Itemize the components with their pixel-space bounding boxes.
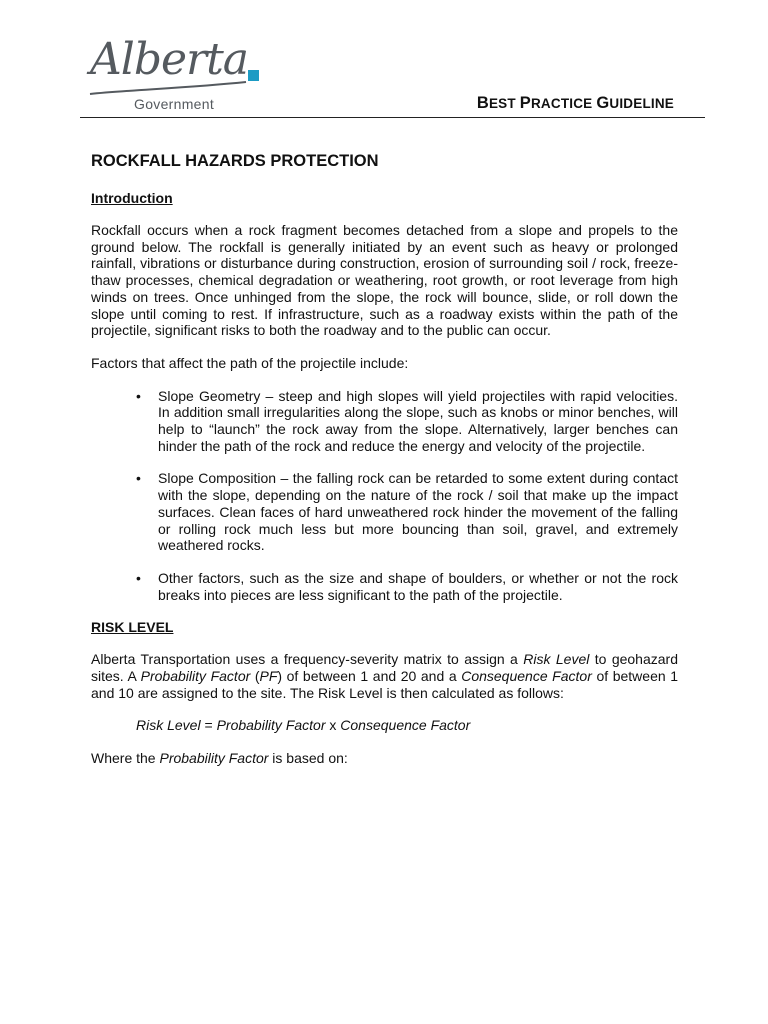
intro-heading: Introduction [91,190,173,206]
list-item [136,569,678,603]
document-body [91,152,678,783]
risk-level-heading: RISK LEVEL [91,619,174,636]
factor-slope-geometry: Slope Geometry – steep and high slopes will yield projectiles with rapid velocities. In addition small irregularities along the slope, such as knobs or minor benches, will help to “launch” the rock away from the slope. Alternatively, larger benches can hinder the path of the rock and reduce the energy and velocity of the projectile. [158,387,678,454]
guideline-word-practice: RACTICE [530,96,597,111]
probability-factor-intro: Where the Probability Factor is based on: [91,750,348,767]
guideline-word-guideline: UIDELINE [609,96,674,111]
factor-slope-composition: Slope Composition – the falling rock can be retarded to some extent during contact with the slope, depending on the nature of the rock / soil that make up the impact surfaces. Clean faces of hard unweathered rock hinder the movement of the falling or rolling rock much less but more bouncing than soil, gravel, and extremely weathered rocks. [158,470,678,554]
logo-subtitle: Government [134,96,215,112]
factors-intro: Factors that affect the path of the projectile include: [91,354,409,371]
guideline-initial-g: G [596,94,610,112]
alberta-government-logo [88,34,263,114]
list-item [136,387,678,455]
document-title: ROCKFALL HAZARDS PROTECTION [91,152,379,170]
logo-wordmark: Alberta [90,34,248,85]
guideline-initial-p: P [519,94,531,112]
logo-square-icon [248,70,259,81]
guideline-title [477,94,674,113]
list-item [136,470,678,554]
guideline-initial-b: B [476,94,489,112]
factor-other: Other factors, such as the size and shape of boulders, or whether or not the rock breaks into pieces are less significant to the path of the projectile. [158,569,678,603]
bullet-icon: • [136,387,141,404]
bullet-icon: • [136,569,141,586]
intro-paragraph: Rockfall occurs when a rock fragment becomes detached from a slope and propels to the ground below. The rockfall is generally initiated by an event such as heavy or prolonged rainfall, vibrations or disturbance during construction, erosion of surrounding soil / rock, freeze-thaw processes, chemical degradation or weathering, root growth, or root leverage from high winds on trees. Once unhinged from the slope, the rock will bounce, slide, or roll down the slope until coming to rest. If infrastructure, such as a roadway exists within the path of the projectile, significant risks to both the roadway and to the public can occur. [91,222,678,339]
guideline-word-best: EST [488,96,520,111]
risk-level-formula: Risk Level = Probability Factor x Consequence Factor [136,717,471,734]
bullet-icon: • [136,470,141,487]
risk-paragraph: Alberta Transportation uses a frequency-severity matrix to assign a Risk Level to geohazard sites. A Probability Factor (PF) of between 1 and 20 and a Consequence Factor of between 1 and 10 are assigned to the site. The Risk Level is then calculated as follows: [91,651,679,701]
header-divider [80,117,705,118]
factors-list [91,388,678,604]
